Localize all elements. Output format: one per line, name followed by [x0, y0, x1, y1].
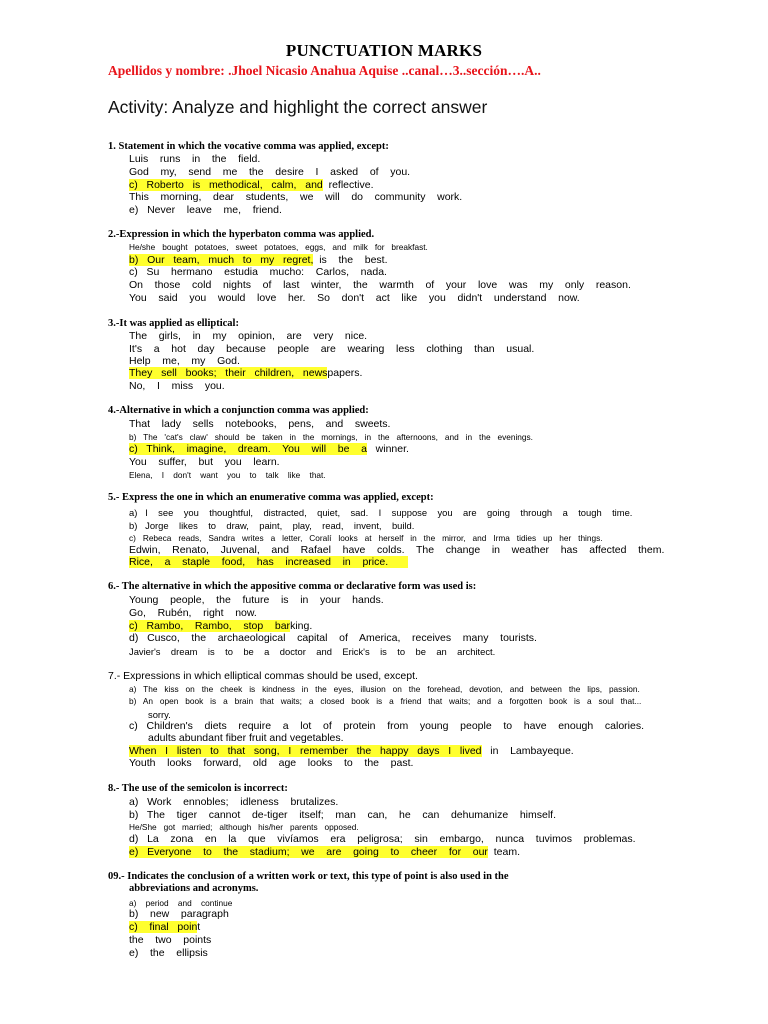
question-4-option-5: Elena, I don't want you to talk like that. [129, 470, 326, 480]
question-8-prompt: 8.- The use of the semicolon is incorrect: [108, 783, 288, 794]
question-2-option-3: c) Su hermano estudia mucho: Carlos, nada. [129, 266, 387, 278]
question-5-option-3: c) Rebeca reads, Sandra writes a letter, Coralí looks at herself in the mirror, and Irma tidies up her things. [129, 533, 603, 543]
author-line: Apellidos y nombre: .Jhoel Nicasio Anahua Aquise ..canal…3..sección….A.. [108, 63, 541, 78]
question-2-option-4: On those cold nights of last winter, the warmth of your love was my only reason. [129, 279, 631, 291]
question-8-option-4: d) La zona en la que vivíamos era peligrosa; sin embargo, nunca tuvimos problemas. [129, 833, 636, 845]
answer-remainder: reflective. [322, 179, 374, 191]
question-9-option-5: e) the ellipsis [129, 947, 208, 959]
answer-remainder: is the best. [313, 254, 388, 266]
question-4-option-1: That lady sells notebooks, pens, and sweets. [129, 418, 391, 430]
question-4-prompt: 4.-Alternative in which a conjunction comma was applied: [108, 405, 369, 416]
question-8-option-3: He/She got married; although his/her parents opposed. [129, 822, 359, 832]
question-1-option-4: This morning, dear students, we will do community work. [129, 191, 463, 203]
question-6-option-5: Javier's dream is to be a doctor and Erick's is to be an architect. [129, 646, 496, 657]
question-7-option-5: Youth looks forward, old age looks to the past. [129, 757, 414, 769]
question-6-option-4: d) Cusco, the archaeological capital of America, receives many tourists. [129, 632, 537, 644]
question-3-option-1: The girls, in my opinion, are very nice. [129, 330, 368, 342]
question-7-option-3: c) Children's diets require a lot of protein from young people to have enough calories. [129, 720, 645, 732]
question-5-option-4: Edwin, Renato, Juvenal, and Rafael have colds. The change in weather has affected them. [129, 544, 665, 556]
question-9-option-1: a) period and continue [129, 898, 233, 908]
highlighted-answer: c) Rambo, Rambo, stop bar [129, 620, 291, 632]
answer-remainder: in Lambayeque. [481, 745, 574, 757]
question-7-option-3-continued: adults abundant fiber fruit and vegetables. [148, 732, 344, 744]
answer-remainder: king. [290, 620, 313, 632]
document-title: PUNCTUATION MARKS [285, 41, 483, 60]
question-3-option-2: It's a hot day because people are wearing less clothing than usual. [129, 343, 535, 355]
question-3-prompt: 3.-It was applied as elliptical: [108, 318, 239, 329]
question-9-option-3 [129, 921, 200, 934]
highlighted-answer: b) Our team, much to my regret, [129, 254, 314, 266]
question-6-option-2: Go, Rubén, right now. [129, 607, 257, 619]
question-9-prompt: 09.- Indicates the conclusion of a written work or text, this type of point is also used in the [108, 871, 509, 882]
question-1-prompt: 1. Statement in which the vocative comma was applied, except: [108, 141, 389, 152]
question-8-option-5 [129, 846, 520, 859]
question-5-option-5 [129, 556, 408, 569]
answer-remainder: team. [487, 846, 521, 858]
answer-remainder: t [197, 921, 201, 933]
question-1-option-2: God my, send me the desire I asked of you. [129, 166, 411, 178]
question-9-option-2: b) new paragraph [129, 908, 229, 920]
question-8-option-2: b) The tiger cannot de-tiger itself; man can, he can dehumanize himself. [129, 809, 557, 821]
highlighted-answer: They sell books; their children, news [129, 367, 328, 379]
question-5-prompt: 5.- Express the one in which an enumerative comma was applied, except: [108, 492, 434, 503]
highlighted-answer: Rice, a staple food, has increased in price. [129, 556, 408, 568]
question-7-option-2: b) An open book is a brain that waits; a closed book is a friend that waits; and a forgotten book is a soul that... [129, 696, 642, 706]
question-3-option-3: Help me, my God. [129, 355, 240, 367]
question-4-option-4: You suffer, but you learn. [129, 456, 280, 468]
question-5-option-1: a) I see you thoughtful, distracted, quiet, sad. I suppose you are going through a tough time. [129, 507, 633, 518]
question-3-option-5: No, I miss you. [129, 380, 225, 392]
question-9-option-4: the two points [129, 934, 212, 946]
question-4-option-3 [129, 443, 409, 456]
highlighted-answer: c) Think, imagine, dream. You will be a [129, 443, 367, 455]
question-7-prompt: 7.- Expressions in which elliptical commas should be used, except. [108, 670, 418, 682]
highlighted-answer: e) Everyone to the stadium; we are going to cheer for our [129, 846, 488, 858]
question-6-option-1: Young people, the future is in your hands. [129, 594, 384, 606]
highlighted-answer: When I listen to that song, I remember the happy days I lived [129, 745, 482, 757]
question-7-option-1: a) The kiss on the cheek is kindness in the eyes, illusion on the forehead, devotion, and between the lips, passion. [129, 684, 640, 694]
highlighted-answer: c) Roberto is methodical, calm, and [129, 179, 323, 191]
answer-remainder: papers. [327, 367, 363, 379]
question-7-option-2-continued: sorry. [148, 709, 171, 720]
question-1-option-5: e) Never leave me, friend. [129, 204, 282, 216]
question-2-option-1: He/she bought potatoes, sweet potatoes, eggs, and milk for breakfast. [129, 242, 428, 252]
activity-heading: Activity: Analyze and highlight the correct answer [108, 97, 488, 117]
question-1-option-1: Luis runs in the field. [129, 153, 261, 165]
question-8-option-1: a) Work ennobles; idleness brutalizes. [129, 796, 339, 808]
question-4-option-2: b) The 'cat's claw' should be taken in the mornings, in the afternoons, and in the evenings. [129, 432, 533, 442]
highlighted-answer: c) final poin [129, 921, 198, 933]
question-9-prompt-continued: abbreviations and acronyms. [129, 883, 259, 894]
question-5-option-2: b) Jorge likes to draw, paint, play, read, invent, build. [129, 520, 415, 531]
question-2-prompt: 2.-Expression in which the hyperbaton comma was applied. [108, 229, 375, 240]
answer-remainder: winner. [366, 443, 409, 455]
question-6-prompt: 6.- The alternative in which the appositive comma or declarative form was used is: [108, 581, 477, 592]
question-2-option-5: You said you would love her. So don't act like you didn't understand now. [129, 292, 580, 304]
question-3-option-4 [129, 367, 362, 380]
